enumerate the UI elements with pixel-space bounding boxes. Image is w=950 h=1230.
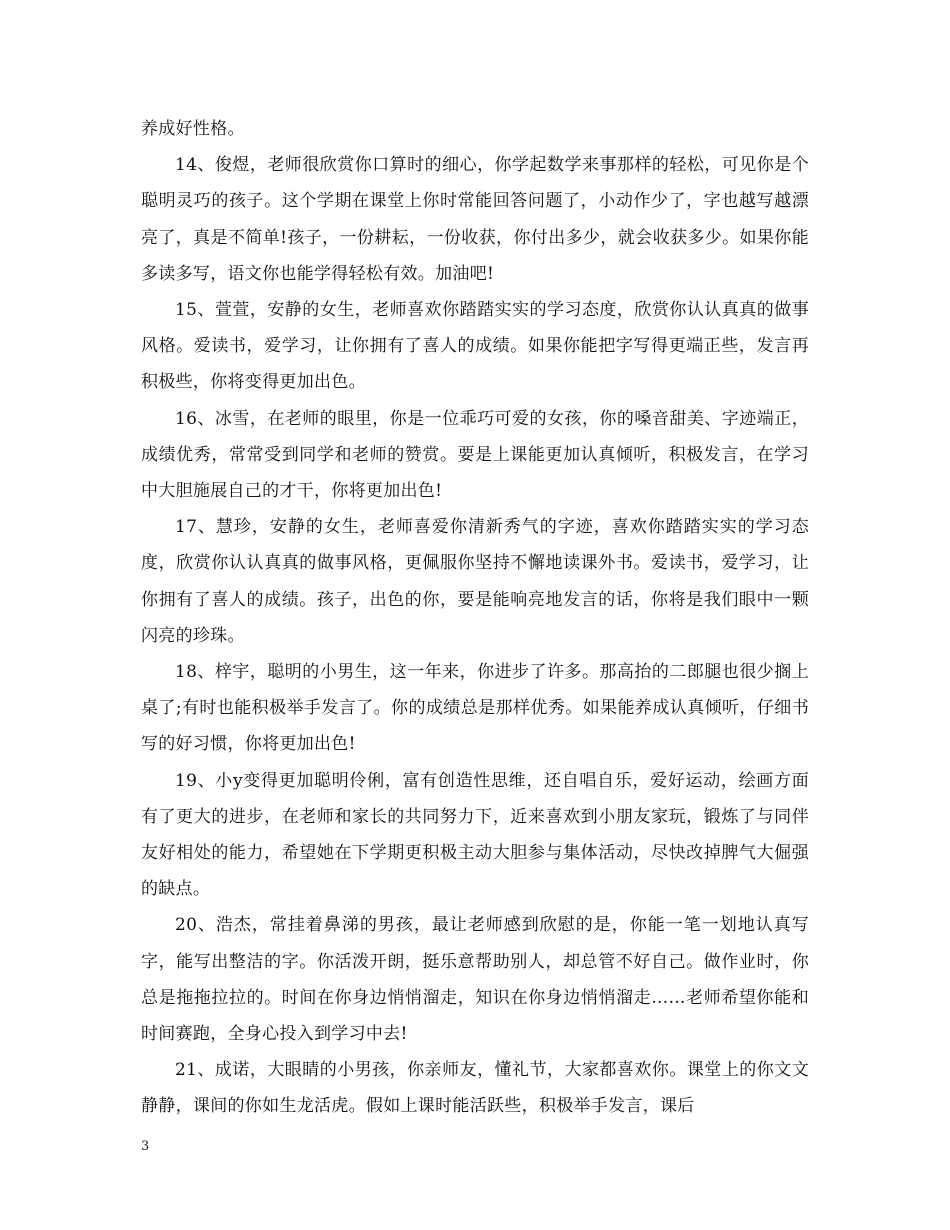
page-number: 3 [141,1139,150,1154]
paragraph-comment-16: 16、冰雪，在老师的眼里，你是一位乖巧可爱的女孩，你的嗓音甜美、字迹端正，成绩优秀，常常受到同学和老师的赞赏。要是上课能更加认真倾听，积极发言，在学习中大胆施展自己的才干，你将更加出色! [141,408,809,502]
paragraph-comment-17: 17、慧珍，安静的女生，老师喜爱你清新秀气的字迹，喜欢你踏踏实实的学习态度，欣赏你认认真真的做事风格，更佩服你坚持不懈地读课外书。爱读书，爱学习，让你拥有了喜人的成绩。孩子，出色的你，要是能响亮地发言的话，你将是我们眼中一颗闪亮的珍珠。 [141,517,809,646]
paragraph-comment-18: 18、梓宇，聪明的小男生，这一年来，你进步了许多。那高抬的二郎腿也很少搁上桌了;有时也能积极举手发言了。你的成绩总是那样优秀。如果能养成认真倾听，仔细书写的好习惯，你将更加出色! [141,662,809,755]
paragraph-comment-20: 20、浩杰，常挂着鼻涕的男孩，最让老师感到欣慰的是，你能一笔一划地认真写字，能写出整洁的字。你活泼开朗，挺乐意帮助别人，却总管不好自己。做作业时，你总是拖拖拉拉的。时间在你身边悄悄溜走，知识在你身边悄悄溜走……老师希望你能和时间赛跑，全身心投入到学习中去! [141,915,809,1045]
document-body [141,111,809,1125]
paragraph-comment-15: 15、萱萱，安静的女生，老师喜欢你踏踏实实的学习态度，欣赏你认认真真的做事风格。爱读书，爱学习，让你拥有了喜人的成绩。如果你能把字写得更端正些，发言再积极些，你将变得更加出色。 [141,300,809,393]
paragraph-comment-21: 21、成诺，大眼睛的小男孩，你亲师友，懂礼节，大家都喜欢你。课堂上的你文文静静，课间的你如生龙活虎。假如上课时能活跃些，积极举手发言，课后 [141,1060,809,1117]
paragraph-continuation: 养成好性格。 [141,119,245,139]
paragraph-comment-14: 14、俊煜，老师很欣赏你口算时的细心，你学起数学来事那样的轻松，可见你是个聪明灵巧的孩子。这个学期在课堂上你时常能回答问题了，小动作少了，字也越写越漂亮了，真是不简单!孩子，一份耕耘，一份收获，你付出多少，就会收获多少。如果你能多读多写，语文你也能学得轻松有效。加油吧! [141,155,809,284]
paragraph-comment-19: 19、小y变得更加聪明伶俐，富有创造性思维，还自唱自乐，爱好运动，绘画方面有了更大的进步，在老师和家长的共同努力下，近来喜欢到小朋友家玩，锻炼了与同伴友好相处的能力，希望她在下学期更积极主动大胆参与集体活动，尽快改掉脾气大倔强的缺点。 [141,770,809,900]
